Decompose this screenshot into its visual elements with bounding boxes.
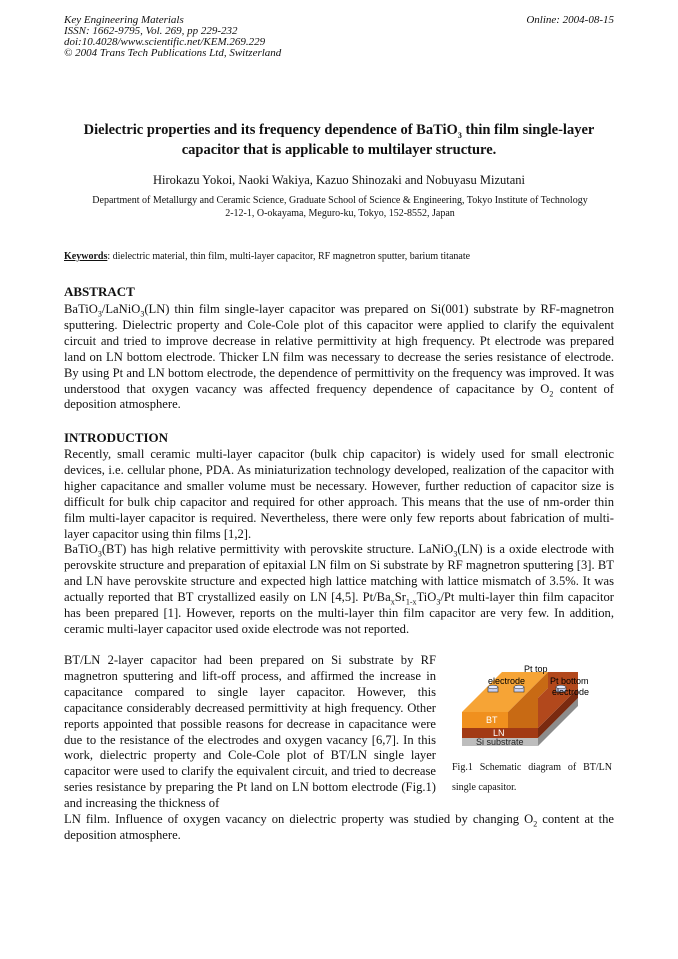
- intro-sub: 3: [453, 549, 458, 559]
- title-text-2: thin film single-layer capacitor that is applicable to multilayer structure.: [181, 122, 595, 158]
- label-pt-bottom-1: Pt bottom: [550, 676, 589, 686]
- abstract-text: [64, 302, 614, 413]
- affiliation-dept: Department of Metallurgy and Ceramic Science, Graduate School of Science & Engineering, Tokyo Institute of Technology: [92, 195, 588, 206]
- copyright-line: © 2004 Trans Tech Publications Ltd, Switzerland: [64, 47, 282, 59]
- paper-title: [64, 120, 614, 160]
- intro-seg: content at the deposition atmosphere.: [64, 812, 614, 842]
- intro-seg: Sr: [394, 589, 406, 604]
- intro-seg: (LN) is a oxide electrode with perovskite structure and preparation of epitaxial LN film on Si substrate by RF magnetron sputtering [3]. BT and LN have perovskite structure and expected high lattice matching with lattice mismatch of 3.5%. It was actually reported that BT crystallized easily on LN [4,5]. Pt/Ba: [64, 542, 615, 604]
- keywords-text: : dielectric material, thin film, multi-layer capacitor, RF magnetron sputter, barium titanate: [107, 251, 471, 262]
- authors: Hirokazu Yokoi, Naoki Wakiya, Kazuo Shinozaki and Nobuyasu Mizutani: [153, 173, 525, 187]
- pt-top-electrode-1: [488, 685, 498, 692]
- title-text-1: Dielectric properties and its frequency dependence of BaTiO: [83, 122, 458, 138]
- abstract-seg: /LaNiO: [101, 302, 141, 316]
- abstract-sub: 2: [549, 389, 554, 399]
- capacitor-schematic: [452, 660, 612, 750]
- intro-sub: 3: [436, 597, 441, 607]
- label-pt-bottom-2: electrode: [552, 687, 590, 697]
- abstract-seg: content of deposition atmosphere.: [64, 381, 614, 412]
- abstract-sub: 3: [97, 309, 102, 319]
- abstract-sub: 3: [140, 309, 145, 319]
- journal-name: Key Engineering Materials: [64, 14, 184, 26]
- bt-layer-front: [462, 712, 508, 728]
- keywords-label: Keywords: [64, 251, 108, 262]
- issn-line: ISSN: 1662-9795, Vol. 269, pp 229-232: [64, 25, 238, 37]
- doi-line: doi:10.4028/www.scientific.net/KEM.269.229: [64, 36, 266, 48]
- journal-info: [64, 15, 281, 59]
- intro-sub: 3: [97, 549, 102, 559]
- intro-seg: LN film. Influence of oxygen vacancy on dielectric property was studied by changing O: [64, 812, 534, 826]
- intro-paragraph-3: BT/LN 2-layer capacitor had been prepared on Si substrate by RF magnetron sputtering and lift-off process, and affirmed the increase in capacitance compared to single layer capacitor. However, this capacitance considerably decreased permittivity at high frequency. Other reports appointed that possible reasons for decrease in capacitance were due to the resistance of the electrodes and oxygen vacancy [6,7]. In this work, dielectric property and Cole-Cole plot of BT/LN single layer capacitor were used to clarify the equivalent circuit, and tried to decrease series resistance by preparing the Pt land on LN bottom electrode (Fig.1) and increasing the thickness of: [64, 653, 436, 811]
- intro-paragraph-3-cont: [64, 812, 614, 844]
- online-date: Online: 2004-08-15: [526, 14, 614, 26]
- intro-sub: 1-x: [405, 597, 417, 607]
- intro-paragraph-2: [64, 542, 614, 637]
- abstract-heading: ABSTRACT: [64, 284, 135, 299]
- intro-sub: 2: [533, 819, 538, 829]
- label-ln: LN: [493, 728, 505, 738]
- introduction-heading: INTRODUCTION: [64, 430, 169, 445]
- intro-seg: (BT) has high relative permittivity with perovskite structure. LaNiO: [101, 542, 454, 556]
- intro-paragraph-1: Recently, small ceramic multi-layer capacitor (bulk chip capacitor) is widely used for small electronic devices, i.e. cellular phone, PDA. As miniaturization technology developed, realization of the capacitor with higher capacitance and smaller volume must be necessary. However, further reduction of capacitor size is difficult for bulk chip capacitor and required for other approach. This means that the use of nm-order thin film multi-layer capacitor is required. Nevertheless, there were only few reports about fabrication of multi-layer capacitor using thin films [1,2].: [64, 447, 614, 541]
- label-si: Si substrate: [476, 737, 524, 747]
- keywords: [64, 251, 614, 262]
- label-bt: BT: [486, 715, 498, 725]
- abstract-seg: BaTiO: [64, 302, 98, 316]
- intro-sub: x: [390, 597, 395, 607]
- label-pt-top-2: electrode: [488, 676, 526, 686]
- intro-seg: /Pt multi-layer thin film capacitor has been prepared [1]. However, reports on the multi-layer thin film capacitor are very few. In addition, ceramic multi-layer capacitor used oxide electrode was not reported.: [64, 589, 614, 636]
- affiliation: [80, 195, 600, 220]
- figure-caption: Fig.1 Schematic diagram of BT/LN single capasitor.: [452, 762, 612, 793]
- label-pt-top-1: Pt top: [524, 664, 548, 674]
- pt-top-electrode-2: [514, 685, 524, 692]
- title-sub: 3: [457, 130, 462, 140]
- abstract-seg: (LN) thin film single-layer capacitor was prepared on Si(001) substrate by RF-magnetron sputtering. Dielectric property and Cole-Cole plot of this capacitor were applied to clarify the equivalent circuit and tried to improve decrease in relative permittivity at high frequency. Pt electrode was prepared land on LN bottom electrode. Thicker LN film was necessary to decrease the series resistance of electrode. By using Pt and LN bottom electrode, the dependence of permittivity on the frequency was improved. It was understood that oxygen vacancy was affected frequency dependence of capacitance by O: [64, 302, 614, 396]
- affiliation-address: 2-12-1, O-okayama, Meguro-ku, Tokyo, 152-8552, Japan: [225, 207, 455, 219]
- intro-seg: TiO: [416, 589, 437, 604]
- intro-seg: BaTiO: [64, 542, 98, 556]
